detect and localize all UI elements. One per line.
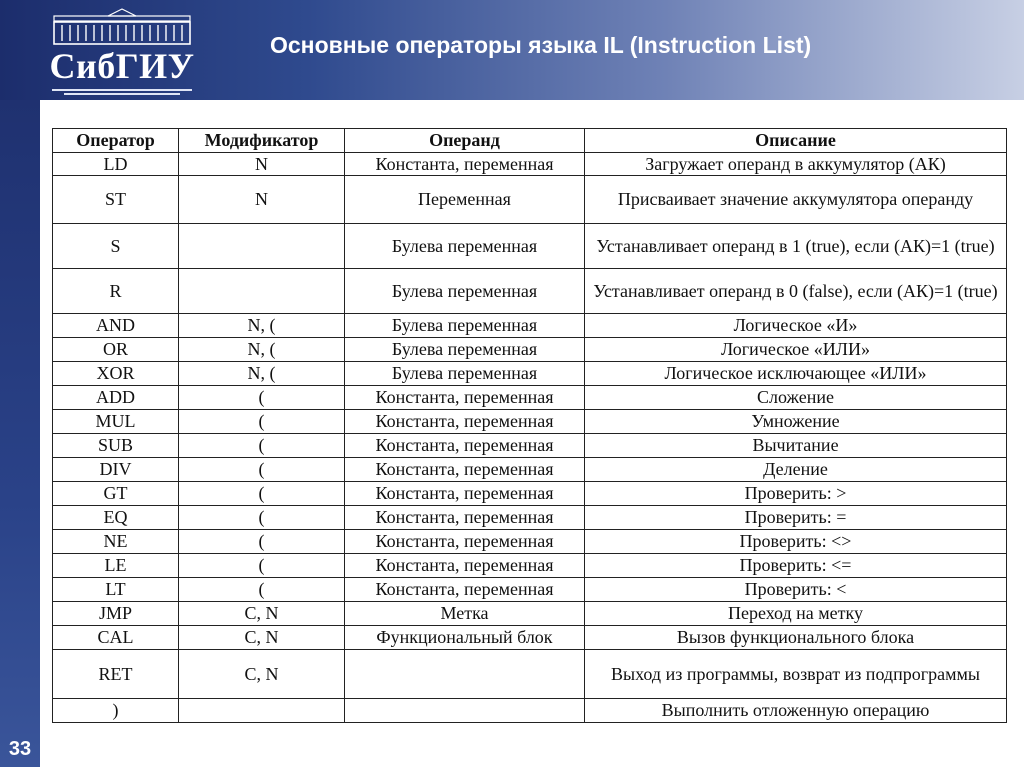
cell-operand: Функциональный блок: [345, 626, 585, 650]
university-logo: [44, 6, 200, 96]
cell-description: Выполнить отложенную операцию: [585, 699, 1007, 723]
cell-description: Проверить: >: [585, 482, 1007, 506]
cell-operand: [345, 650, 585, 699]
cell-operand: [345, 699, 585, 723]
table-row: [53, 269, 1007, 314]
cell-operand: Константа, переменная: [345, 578, 585, 602]
cell-operator: ST: [53, 176, 179, 224]
cell-operand: Метка: [345, 602, 585, 626]
cell-modifier: N: [179, 153, 345, 176]
cell-operator: AND: [53, 314, 179, 338]
table-row: [53, 699, 1007, 723]
cell-operator: JMP: [53, 602, 179, 626]
cell-operand: Константа, переменная: [345, 554, 585, 578]
table-row: [53, 362, 1007, 386]
cell-modifier: (: [179, 386, 345, 410]
cell-description: Вызов функционального блока: [585, 626, 1007, 650]
cell-description: Умножение: [585, 410, 1007, 434]
cell-operator: LE: [53, 554, 179, 578]
cell-description: Логическое исключающее «ИЛИ»: [585, 362, 1007, 386]
table-row: [53, 650, 1007, 699]
cell-operand: Константа, переменная: [345, 434, 585, 458]
cell-description: Проверить: =: [585, 506, 1007, 530]
cell-operator: OR: [53, 338, 179, 362]
cell-operator: S: [53, 224, 179, 269]
cell-operator: CAL: [53, 626, 179, 650]
building-icon: [52, 8, 192, 46]
cell-modifier: C, N: [179, 626, 345, 650]
left-side-bar: [0, 100, 40, 767]
cell-operand: Константа, переменная: [345, 458, 585, 482]
cell-modifier: N: [179, 176, 345, 224]
cell-operand: Константа, переменная: [345, 410, 585, 434]
cell-operand: Булева переменная: [345, 362, 585, 386]
cell-modifier: [179, 224, 345, 269]
cell-operator: LD: [53, 153, 179, 176]
slide-number: 33: [8, 738, 32, 760]
cell-operand: Константа, переменная: [345, 530, 585, 554]
cell-modifier: N, (: [179, 338, 345, 362]
cell-operand: Константа, переменная: [345, 153, 585, 176]
cell-operator: DIV: [53, 458, 179, 482]
slide-title: Основные операторы языка IL (Instruction List): [270, 32, 812, 58]
cell-description: Логическое «И»: [585, 314, 1007, 338]
cell-modifier: (: [179, 410, 345, 434]
cell-description: Проверить: <=: [585, 554, 1007, 578]
cell-operator: SUB: [53, 434, 179, 458]
table-row: [53, 153, 1007, 176]
cell-description: Присваивает значение аккумулятора операнду: [585, 176, 1007, 224]
cell-operand: Константа, переменная: [345, 482, 585, 506]
cell-operator: R: [53, 269, 179, 314]
table-row: [53, 224, 1007, 269]
table-row: [53, 578, 1007, 602]
cell-modifier: (: [179, 554, 345, 578]
table-row: [53, 176, 1007, 224]
cell-operator: GT: [53, 482, 179, 506]
cell-description: Загружает операнд в аккумулятор (АК): [585, 153, 1007, 176]
logo-name: СибГИУ: [49, 46, 195, 86]
table-header-row: [53, 129, 1007, 153]
cell-operator: LT: [53, 578, 179, 602]
cell-operand: Булева переменная: [345, 338, 585, 362]
cell-modifier: C, N: [179, 602, 345, 626]
cell-modifier: [179, 699, 345, 723]
cell-description: Выход из программы, возврат из подпрограммы: [585, 650, 1007, 699]
cell-description: Деление: [585, 458, 1007, 482]
cell-modifier: N, (: [179, 314, 345, 338]
cell-operator: NE: [53, 530, 179, 554]
table-row: [53, 314, 1007, 338]
cell-modifier: (: [179, 458, 345, 482]
cell-description: Логическое «ИЛИ»: [585, 338, 1007, 362]
cell-description: Проверить: <: [585, 578, 1007, 602]
cell-description: Переход на метку: [585, 602, 1007, 626]
cell-operand: Переменная: [345, 176, 585, 224]
cell-modifier: (: [179, 506, 345, 530]
operators-table: [52, 128, 1007, 723]
cell-modifier: (: [179, 482, 345, 506]
table-row: [53, 506, 1007, 530]
cell-description: Устанавливает операнд в 0 (false), если (АК)=1 (true): [585, 269, 1007, 314]
cell-operand: Константа, переменная: [345, 386, 585, 410]
table-row: [53, 338, 1007, 362]
table-row: [53, 626, 1007, 650]
cell-operand: Константа, переменная: [345, 506, 585, 530]
cell-description: Проверить: <>: [585, 530, 1007, 554]
cell-operator: ADD: [53, 386, 179, 410]
table-row: [53, 410, 1007, 434]
cell-description: Вычитание: [585, 434, 1007, 458]
cell-operator: RET: [53, 650, 179, 699]
cell-modifier: C, N: [179, 650, 345, 699]
cell-modifier: N, (: [179, 362, 345, 386]
cell-operand: Булева переменная: [345, 314, 585, 338]
header-description: Описание: [585, 129, 1007, 153]
cell-description: Сложение: [585, 386, 1007, 410]
cell-modifier: (: [179, 434, 345, 458]
table-row: [53, 554, 1007, 578]
logo-subtitle-lines: [48, 88, 196, 98]
cell-operand: Булева переменная: [345, 269, 585, 314]
cell-operator: EQ: [53, 506, 179, 530]
cell-operator: MUL: [53, 410, 179, 434]
cell-operand: Булева переменная: [345, 224, 585, 269]
cell-operator: XOR: [53, 362, 179, 386]
table-row: [53, 482, 1007, 506]
cell-description: Устанавливает операнд в 1 (true), если (АК)=1 (true): [585, 224, 1007, 269]
table-row: [53, 386, 1007, 410]
table-row: [53, 530, 1007, 554]
cell-modifier: (: [179, 530, 345, 554]
cell-modifier: (: [179, 578, 345, 602]
table-row: [53, 434, 1007, 458]
cell-modifier: [179, 269, 345, 314]
header-modifier: Модификатор: [179, 129, 345, 153]
header-operator: Оператор: [53, 129, 179, 153]
cell-operator: ): [53, 699, 179, 723]
header-operand: Операнд: [345, 129, 585, 153]
table-row: [53, 458, 1007, 482]
table-row: [53, 602, 1007, 626]
